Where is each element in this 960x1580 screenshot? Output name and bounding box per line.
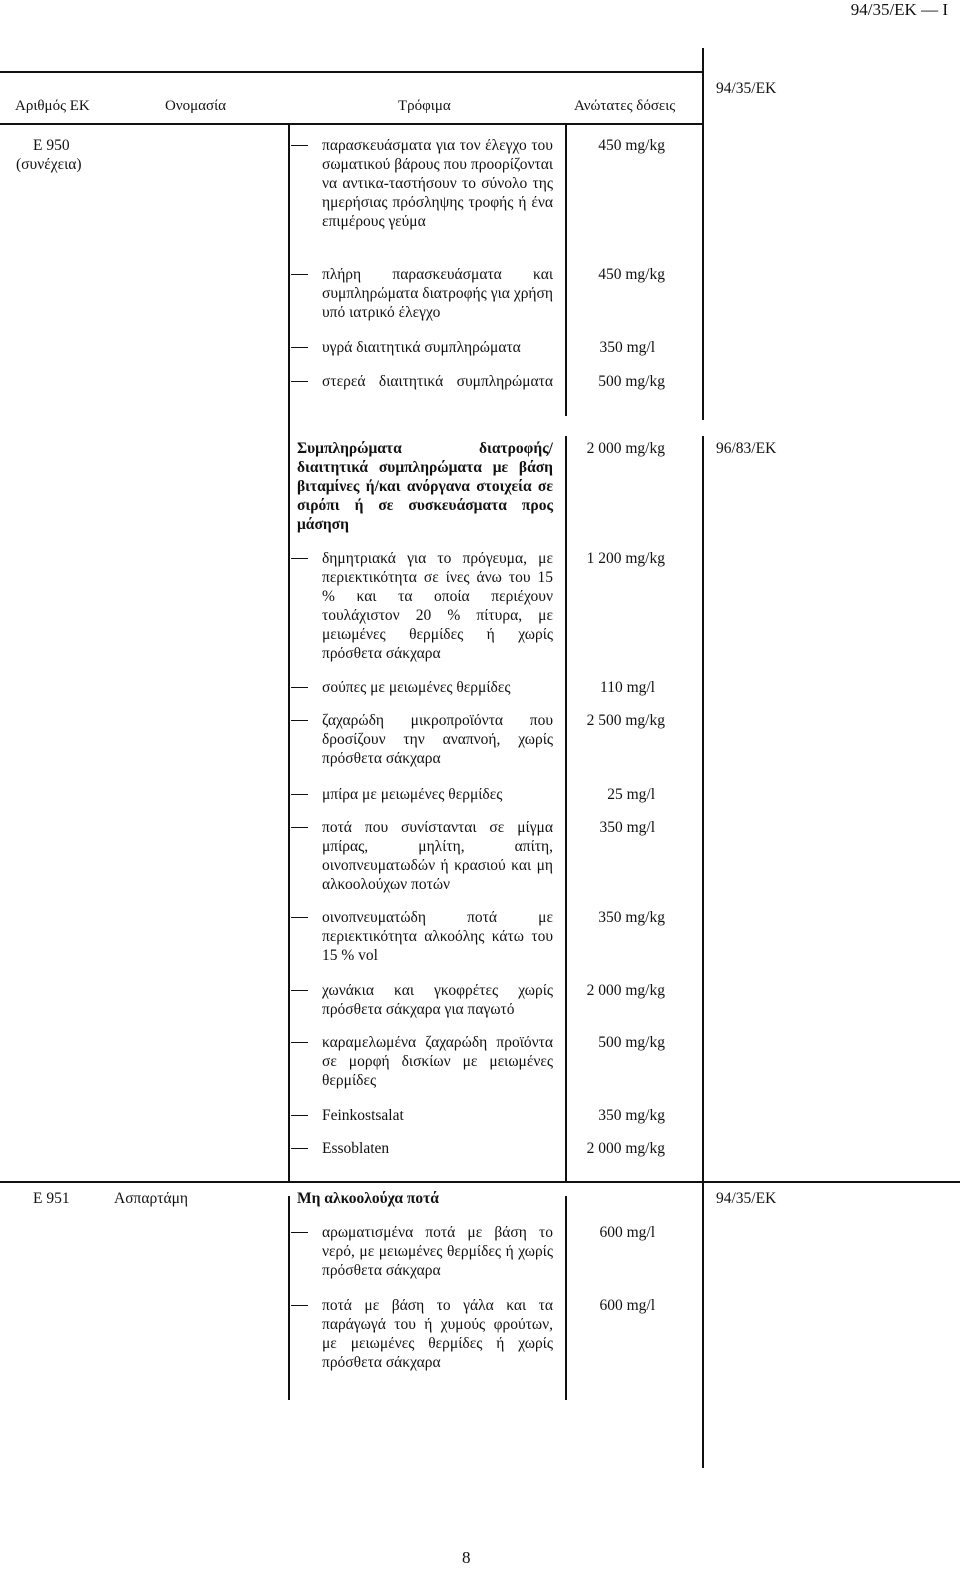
section-heading: Συμπληρώματα διατροφής/ διαιτητικά συμπληρώματα με βάση βιταμίνες ή/και ανόργανα στοιχεία σε σιρόπι ή σε συσκευάσματα προς μάσηση: [297, 440, 553, 533]
dose-value: 600 mg/l: [599, 1297, 655, 1314]
dose-value: 25 mg/l: [607, 786, 655, 803]
substance-name: Ασπαρτάμη: [114, 1190, 188, 1207]
food-item: χωνάκια και γκοφρέτες χωρίς πρόσθετα σάκχαρα για παγωτό: [322, 982, 553, 1018]
food-item: υγρά διαιτητικά συμπληρώματα: [322, 339, 521, 356]
header-name: Ονομασία: [165, 98, 226, 114]
dose-value: 350 mg/kg: [598, 909, 665, 926]
food-item: ζαχαρώδη μικροπροϊόντα που δροσίζουν την αναπνοή, χωρίς πρόσθετα σάκχαρα: [322, 712, 553, 767]
continued-note: (συνέχεια): [16, 156, 82, 173]
food-item-line: στερεά διαιτητικά συμπληρώματα: [322, 373, 553, 390]
dose-value: 1 200 mg/kg: [586, 550, 665, 567]
dose-value: 450 mg/kg: [598, 266, 665, 283]
food-item: παρασκευάσματα για τον έλεγχο του σωματικού βάρους που προορίζονται να αντικα-ταστήσουν το σύνολο της ημερήσιας πρόσληψης τροφής ή ένα επιμέρους γεύμα: [322, 137, 553, 230]
header-bottom-rule: [0, 123, 702, 125]
food-item: ποτά που συνίστανται σε μίγμα μπίρας, μηλίτη, απίτη, οινοπνευματωδών ή κρασιού και μη αλκοολούχων ποτών: [322, 819, 553, 893]
column-rule: [702, 436, 704, 1468]
column-rule: [702, 48, 704, 420]
section-heading: Μη αλκοολούχα ποτά: [297, 1190, 439, 1207]
food-item: αρωματισμένα ποτά με βάση το νερό, με μειωμένες θερμίδες ή χωρίς πρόσθετα σάκχαρα: [322, 1224, 553, 1279]
header-foods: Τρόφιμα: [398, 98, 451, 114]
food-item: σούπες με μειωμένες θερμίδες: [322, 679, 511, 696]
food-item: καραμελωμένα ζαχαρώδη προϊόντα σε μορφή δισκίων με μειωμένες θερμίδες: [322, 1034, 553, 1089]
dose-value: 110 mg/l: [600, 679, 655, 696]
e-number: Ε 951: [33, 1190, 70, 1207]
food-item: Essoblaten: [322, 1140, 390, 1157]
section-separator-rule: [0, 1181, 960, 1183]
food-item: μπίρα με μειωμένες θερμίδες: [322, 786, 503, 803]
dose-value: 450 mg/kg: [598, 137, 665, 154]
food-item: [322, 372, 553, 410]
column-rule: [565, 1196, 567, 1400]
column-rule: [288, 1196, 290, 1400]
column-rule: [565, 436, 567, 1181]
food-item: δημητριακά για το πρόγευμα, με περιεκτικότητα σε ίνες άνω του 15 % και τα οποία περιέχουν τουλάχιστον 20 % πίτυρα, με μειωμένες θερμίδες ή χωρίς πρόσθετα σάκχαρα: [322, 550, 553, 662]
dose-value: 2 000 mg/kg: [586, 1140, 665, 1157]
dose-value: 350 mg/l: [599, 819, 655, 836]
food-item: οινοπνευματώδη ποτά με περιεκτικότητα αλκοόλης κάτω του 15 % vol: [322, 909, 553, 964]
dose-value: 500 mg/kg: [598, 1034, 665, 1051]
table-top-rule: [0, 71, 702, 73]
page-number: 8: [462, 1548, 471, 1567]
column-rule: [288, 124, 290, 1181]
dose-value: 2 500 mg/kg: [586, 712, 665, 729]
header-max-doses: Ανώτατες δόσεις: [574, 98, 676, 114]
food-item: ποτά με βάση το γάλα και τα παράγωγά του ή χυμούς φρούτων, με μειωμένες θερμίδες ή χωρίς πρόσθετα σάκχαρα: [322, 1297, 553, 1371]
e-number: Ε 950: [33, 137, 70, 154]
dose-value: 500 mg/kg: [598, 373, 665, 390]
food-item: Feinkostsalat: [322, 1107, 404, 1124]
header-directive: 94/35/ΕΚ: [716, 80, 777, 97]
column-rule: [565, 124, 567, 416]
dose-value: 2 000 mg/kg: [586, 440, 665, 457]
dose-value: 350 mg/kg: [598, 1107, 665, 1124]
directive-ref: 96/83/ΕΚ: [716, 440, 777, 457]
dose-value: 2 000 mg/kg: [586, 982, 665, 999]
directive-ref: 94/35/ΕΚ: [716, 1190, 777, 1207]
dose-value: 350 mg/l: [599, 339, 655, 356]
header-number: Αριθμός ΕΚ: [15, 98, 90, 114]
running-header: 94/35/ΕΚ — Ι: [850, 0, 948, 19]
dose-value: 600 mg/l: [599, 1224, 655, 1241]
food-item: πλήρη παρασκευάσματα και συμπληρώματα διατροφής για χρήση υπό ιατρικό έλεγχο: [322, 266, 553, 321]
